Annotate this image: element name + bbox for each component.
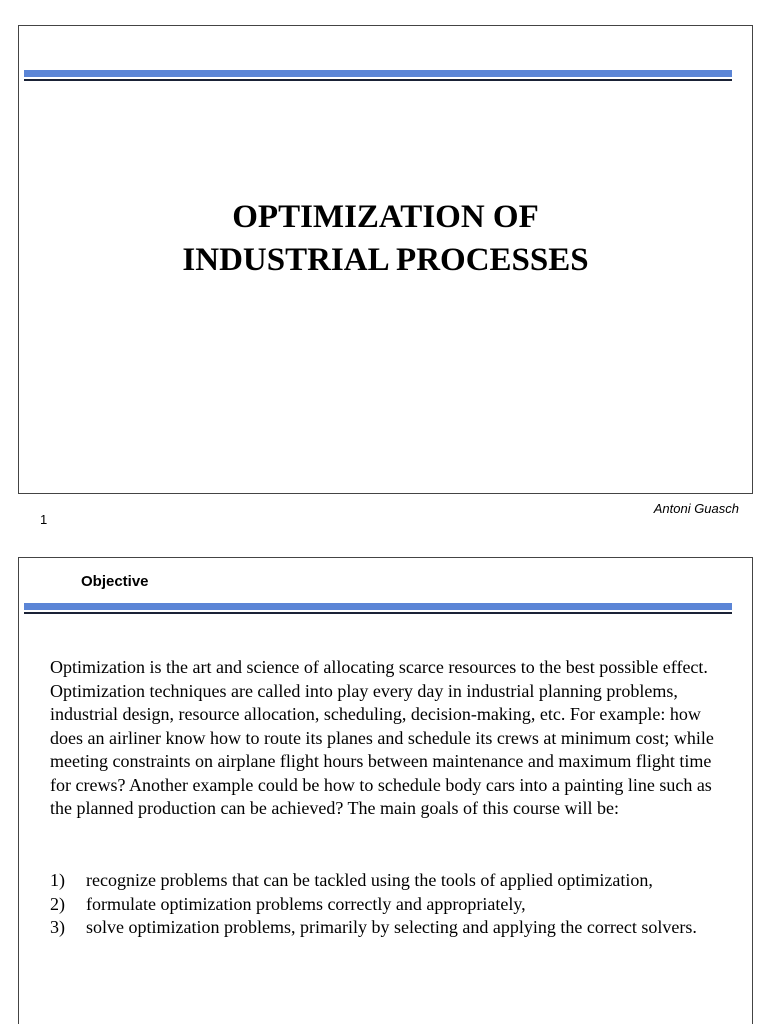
header-rule xyxy=(24,603,732,614)
header-rule-dark-line xyxy=(24,612,732,614)
slide-heading: Objective xyxy=(81,573,149,590)
list-item xyxy=(50,869,730,893)
list-item-number: 1) xyxy=(50,870,65,890)
list-item-text: solve optimization problems, primarily by selecting and applying the correct solvers. xyxy=(86,917,697,937)
page-number: 1 xyxy=(40,512,48,527)
list-item-text: formulate optimization problems correctly and appropriately, xyxy=(86,893,526,914)
objective-paragraph: Optimization is the art and science of allocating scarce resources to the best possible effect. Optimization techniques are called into play every day in industrial planning problems, industrial design, resource allocation, scheduling, decision-making, etc. For example: how does an airliner know how to route its planes and schedule its crews at minimum cost; while meeting constraints on airplane flight hours between maintenance and maximum flight time for crews? Another example could be how to schedule body cars into a painting line such as the planned production can be achieved? The main goals of this course will be: xyxy=(50,657,714,818)
goals-list xyxy=(50,869,730,940)
header-rule-blue-bar xyxy=(24,603,732,610)
header-rule xyxy=(24,70,732,81)
list-item-number: 3) xyxy=(50,917,65,937)
slide-objective xyxy=(18,557,753,1024)
list-item xyxy=(50,916,730,940)
header-rule-blue-bar xyxy=(24,70,732,77)
header-rule-dark-line xyxy=(24,79,732,81)
slide-title-line-1: OPTIMIZATION OF xyxy=(232,199,539,235)
list-item xyxy=(50,893,730,917)
slide-title-page xyxy=(18,25,753,494)
list-item-text: recognize problems that can be tackled using the tools of applied optimization, xyxy=(86,870,653,890)
slide-title-line-2: INDUSTRIAL PROCESSES xyxy=(182,242,589,278)
author-name: Antoni Guasch xyxy=(653,501,739,516)
list-item-number: 2) xyxy=(50,893,65,914)
slide-title xyxy=(19,196,752,282)
